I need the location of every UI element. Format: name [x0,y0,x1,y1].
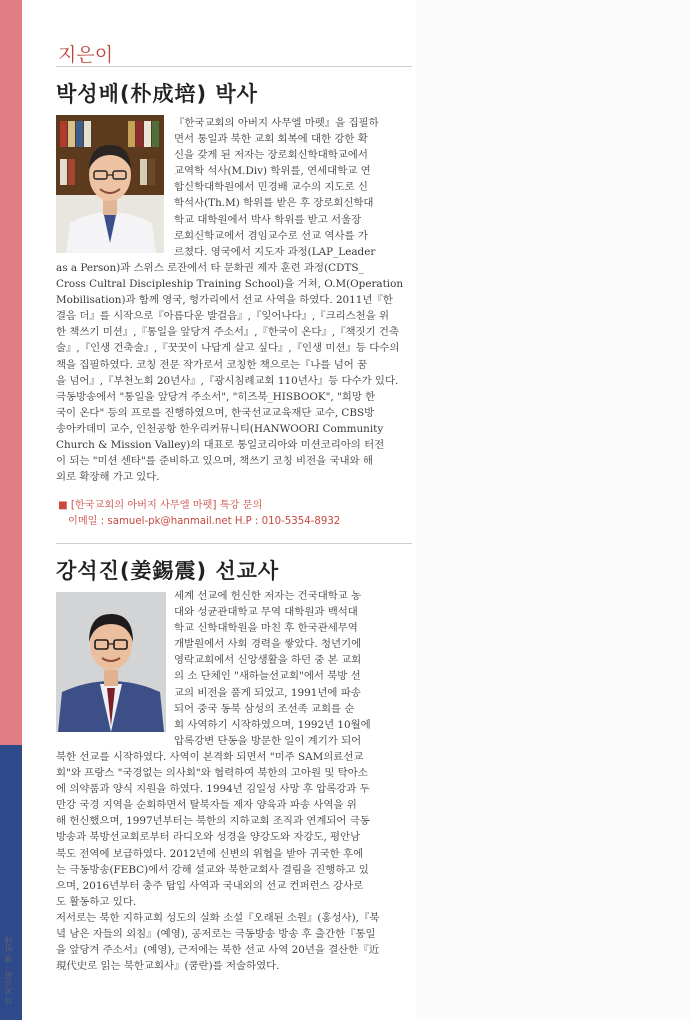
bio-line: 회 사역하기 시작하였으며, 1992년 10월에 [174,718,371,731]
bio-line: 북한 선교를 시작하였다. 사역이 본격화 되면서 "미주 SAM의료선교 [56,751,364,763]
bio-line: 회"와 프랑스 "국경없는 의사회"와 협력하여 북한의 고아원 및 탁아소 [56,767,368,780]
bio-line: 학교 신학대학원을 마친 후 한국관세무역 [174,622,358,635]
author1-bio-full [56,260,412,485]
bio-line: 책을 집필하였다. 코칭 전문 작가로서 코칭한 책으로는『나를 넘어 꿈 [56,358,368,371]
bio-line: 북도 전역에 보급하였다. 2012년에 신변의 위협을 받아 귀국한 후에 [56,847,364,860]
section-label: 지은이 [58,44,114,66]
bio-line: 만강 국경 지역을 순회하면서 탈북자들 제자 양육과 파송 사역을 위 [56,799,357,812]
author2-photo [56,592,166,732]
author2-bio-wrapped [174,588,411,749]
contact-inquiry: ■ [한국교회의 아버지 사무엘 마펫] 특강 문의 [58,500,263,511]
bio-line: 에 의약품과 양식 지원을 하였다. 1994년 김일성 사망 후 압록강과 두 [56,783,370,796]
bio-line: 극동방송에서 "통일을 앞당겨 주소서", "히즈북_HISBOOK", "희망 한 [56,390,376,403]
bio-line: 교의 비전을 품게 되었고, 1991년에 파송 [174,686,361,699]
bio-line: 이 되는 "미션 센타"를 준비하고 있으며, 책쓰기 코칭 비전을 국내와 해 [56,455,373,468]
author-divider [56,543,412,544]
author1-bio-wrapped [174,115,411,260]
bio-line: 現代史로 읽는 북한교회사』(쿰란)를 저술하였다. [56,960,280,973]
bio-line: Cross Cultral Discipleship Training School)을 거쳐, O.M(Operation [56,278,404,291]
bio-line: 국이 온다" 등의 프로를 진행하였으며, 한국선교교육재단 교수, CBS방 [56,406,375,419]
bio-line: as a Person)과 스위스 로잔에서 타 문화권 제자 훈련 과정(CDTS_ [56,262,364,274]
bio-line: 되어 중국 동북 삼성의 조선족 교회를 순 [174,702,355,715]
right-margin [416,0,690,1020]
left-color-strip [0,0,22,1020]
bio-line: 방송과 북방선교회로부터 라디오와 성경을 양강도와 자강도, 평안남 [56,831,361,844]
contact-email-phone[interactable]: 이메일 : samuel-pk@hanmail.net H.P : 010-5354-8932 [68,516,341,527]
bio-line: 합신학대학원에서 민경배 교수의 지도로 신 [174,181,368,194]
bio-line: 르쳤다. 영국에서 지도자 과정(LAP_Leader [174,245,376,258]
bio-line: 개발원에서 사회 경력을 쌓았다. 청년기에 [174,638,362,651]
bio-line: 영락교회에서 신앙생활을 하던 중 본 교회 [174,654,362,667]
bio-line: 해 헌신했으며, 1997년부터는 북한의 지하교회 조직과 연계되어 극동 [56,815,370,828]
author2-bio-full [56,749,412,974]
bio-line: Church & Mission Valley)의 대표로 통일코리아와 미션코리아의 터전 [56,439,385,452]
page [22,0,416,1020]
bio-line: 외로 확장해 가고 있다. [56,471,160,484]
bio-line: 한 책쓰기 미션』,『통일을 앞당겨 주소서』,『한국이 온다』,『책짓기 건축 [56,326,400,339]
section-divider [56,66,412,67]
bio-line: 대와 성균관대학교 무역 대학원과 백석대 [174,606,358,619]
bio-line: 압록강변 단동을 방문한 일이 계기가 되어 [174,734,362,747]
bio-line: 면서 통일과 북한 교회 회복에 대한 강한 확 [174,133,368,146]
author1-heading: 박성배(朴成培) 박사 [56,82,258,106]
bio-line: 결음 더』를 시작으로『아름다운 발걸음』,『잊어나다』,『크리스천을 위 [56,310,390,323]
bio-line: 『한국교회의 아버지 사무엘 마펫』을 집필하 [174,117,379,129]
bio-line: 녘 남은 자들의 외침』(예영), 공저로는 극동방송 방송 후 출간한『통일 [56,928,376,941]
bio-line: 학석사(Th.M) 학위를 받은 후 장로회신학대 [174,197,374,210]
bio-line: 세계 선교에 헌신한 저자는 건국대학교 농 [174,590,362,602]
author1-contact [58,498,340,530]
bio-line: 술』,『인생 건축술』,『꿋꿋이 나답게 살고 싶다』,『인생 미션』등 다수의 [56,342,400,355]
bio-line: 저서로는 북한 지하교회 성도의 실화 소설『오래된 소원』(홍성사),『북 [56,911,380,924]
author1-portrait [56,115,164,253]
bio-line: 송아카데미 교수, 인천공항 한우리커뮤니티(HANWOORI Community [56,422,384,435]
bio-line: 을 넘어』,『부천노회 20년사』,『광시침례교회 110년사』등 다수가 있다. [56,374,399,387]
author2-heading: 강석진(姜錫震) 선교사 [56,559,280,583]
bio-line: 로회신학교에서 겸임교수로 선교 역사를 가 [174,229,368,242]
bio-line: 학교 대학원에서 박사 학위를 받고 서울장 [174,213,362,226]
bio-line: 신을 갖게 된 저자는 장로회신학대학교에서 [174,149,368,162]
bio-line: 을 앞당겨 주소서』(예영), 근저에는 북한 선교 사역 20년을 결산한『近 [56,944,380,957]
bio-line: Mobilisation)과 함께 영국, 헝가리에서 선교 사역을 하였다. 2011년『한 [56,294,393,307]
bio-line: 교역학 석사(M.Div) 학위를, 연세대학교 연 [174,165,371,178]
page-footer-label: 더 지은이 · 책 안내 [4,936,13,1005]
bio-line: 의 소 단체인 "새하늘선교회"에서 북방 선 [174,670,361,683]
author2-portrait [56,592,166,732]
bio-line: 으며, 2016년부터 충주 탑입 사역과 국내외의 선교 컨퍼런스 강사로 [56,879,364,892]
author1-photo [56,115,164,253]
bio-line: 는 극동방송(FEBC)에서 강해 설교와 북한교회사 결림을 진행하고 있 [56,863,369,876]
bio-line: 도 활동하고 있다. [56,895,137,908]
